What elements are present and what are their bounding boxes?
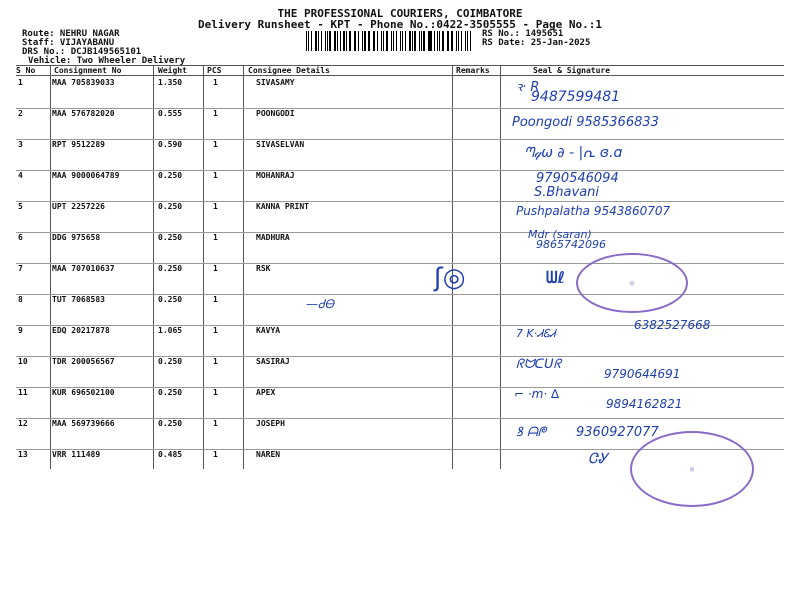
barcode-bar	[327, 31, 328, 51]
barcode-bar	[412, 31, 413, 51]
barcode-bar	[423, 31, 424, 51]
signature-pushpa: Pushpalatha 9543860707	[516, 204, 671, 218]
cell-consignment: TDR 200056567	[52, 357, 115, 366]
seal-stamp: ◎	[630, 431, 754, 507]
cell-pcs: 1	[213, 326, 218, 335]
barcode-bar	[373, 31, 374, 51]
cell-consignee: MADHURA	[256, 233, 290, 242]
row-rule	[16, 170, 784, 171]
signature-scribble: —ᏧᎾ	[306, 297, 334, 311]
rs-date: RS Date: 25-Jan-2025	[482, 38, 591, 48]
cell-sno: 2	[18, 109, 23, 118]
cell-consignment: RPT 9512289	[52, 140, 105, 149]
barcode-bar	[386, 31, 388, 51]
cell-weight: 0.250	[158, 419, 183, 428]
cell-consignment: MAA 705839033	[52, 78, 115, 87]
col-remarks-header: Remarks	[456, 66, 490, 75]
cell-pcs: 1	[213, 202, 218, 211]
barcode-bar	[442, 31, 443, 51]
signature-phone: 6382527668	[634, 318, 711, 332]
barcode-bar	[393, 31, 394, 51]
barcode-bar	[470, 31, 471, 51]
barcode-bar	[383, 31, 384, 51]
barcode-bar	[337, 31, 338, 51]
signature-scribble: ꝸ ᗩᖘ	[516, 425, 547, 440]
col-divider	[153, 65, 154, 469]
cell-sno: 11	[18, 388, 28, 397]
cell-consignee: KANNA PRINT	[256, 202, 309, 211]
cell-consignment: MAA 569739666	[52, 419, 115, 428]
barcode-bar	[368, 31, 370, 51]
barcode-bar	[318, 31, 319, 51]
signature-phone: 9894162821	[606, 397, 683, 411]
signature-phone: 9790546094	[536, 171, 619, 186]
row-rule	[16, 139, 784, 140]
cell-sno: 1	[18, 78, 23, 87]
seal-stamp: ◎	[576, 253, 688, 313]
barcode-bar	[340, 31, 341, 51]
barcode-bar	[311, 31, 312, 51]
barcode-bar	[448, 31, 449, 51]
cell-sno: 3	[18, 140, 23, 149]
barcode-bar	[458, 31, 459, 51]
barcode-bar	[465, 31, 466, 51]
signature-name: S.Bhavani	[534, 185, 600, 200]
cell-consignee: POONGODI	[256, 109, 295, 118]
barcode-bar	[447, 31, 448, 51]
signature-name: Mdr (saran)	[528, 228, 592, 241]
barcode-bar	[405, 31, 406, 51]
signature-phone: 9790644691	[604, 367, 681, 381]
cell-pcs: 1	[213, 388, 218, 397]
runsheet-table	[16, 65, 784, 473]
barcode-bar	[421, 31, 422, 51]
cell-weight: 0.250	[158, 202, 183, 211]
barcode-bar	[456, 31, 457, 51]
barcode-bar	[349, 31, 351, 51]
rs-number: RS No.: 1495651	[482, 29, 564, 39]
cell-consignment: MAA 707010637	[52, 264, 115, 273]
col-consignment-header: Consignment No	[54, 66, 122, 75]
cell-pcs: 1	[213, 419, 218, 428]
company-title: THE PROFESSIONAL COURIERS, COIMBATORE	[277, 7, 523, 20]
cell-consignee: SIVASELVAN	[256, 140, 305, 149]
barcode-bar	[364, 31, 365, 51]
barcode-bar	[308, 31, 309, 51]
cell-sno: 13	[18, 450, 28, 459]
cell-consignee: SASIRAJ	[256, 357, 290, 366]
barcode-bar	[362, 31, 363, 51]
cell-pcs: 1	[213, 450, 218, 459]
signature-scribble: ᘉ𝓆ω ∂ - |ᕆ ɞ.ɑ	[524, 145, 623, 161]
cell-weight: 0.250	[158, 388, 183, 397]
cell-consignee: KAVYA	[256, 326, 281, 335]
table-top-rule	[16, 65, 784, 66]
cell-consignment: TUT 7068583	[52, 295, 105, 304]
barcode-bar	[325, 31, 326, 51]
signature-scribble: ⌐ ·m· ∆	[514, 387, 560, 401]
cell-consignee: APEX	[256, 388, 276, 397]
col-weight-header: Weight	[158, 66, 187, 75]
cell-weight: 0.590	[158, 140, 183, 149]
col-seal-header: Seal & Signature	[533, 66, 611, 75]
vehicle-label: Vehicle: Two Wheeler Delivery	[28, 56, 186, 66]
barcode-bar	[329, 31, 330, 51]
cell-consignment: EDQ 20217878	[52, 326, 110, 335]
row-rule	[16, 356, 784, 357]
cell-consignment: MAA 9000064789	[52, 171, 120, 180]
cell-consignee: NAREN	[256, 450, 281, 459]
cell-weight: 0.485	[158, 450, 183, 459]
barcode-bar	[358, 31, 359, 51]
cell-weight: 0.250	[158, 233, 183, 242]
staff-label: Staff: VIJAYABANU	[22, 38, 115, 48]
cell-sno: 8	[18, 295, 23, 304]
col-divider	[500, 65, 501, 469]
cell-weight: 0.250	[158, 171, 183, 180]
cell-consignment: DDG 975658	[52, 233, 101, 242]
signature-phone: 9360927077	[576, 425, 659, 440]
cell-pcs: 1	[213, 233, 218, 242]
col-divider	[243, 65, 244, 469]
barcode-bar	[346, 31, 347, 51]
barcode-bar	[355, 31, 356, 51]
cell-consignee: MOHANRAJ	[256, 171, 295, 180]
signature-scribble: ᗯℓ	[546, 268, 566, 287]
barcode-bar	[306, 31, 307, 51]
col-divider	[50, 65, 51, 469]
col-divider	[203, 65, 204, 469]
cell-weight: 0.250	[158, 357, 183, 366]
signature-mark: ꝛ· R	[516, 80, 540, 95]
col-sno-header: S No	[16, 66, 36, 75]
cell-consignee: SIVASAMY	[256, 78, 295, 87]
drs-label: DRS No.: DCJB149565101	[22, 47, 142, 57]
cell-pcs: 1	[213, 140, 218, 149]
signature-scribble: ᖇᗢᑕᑌᖇ	[516, 357, 562, 372]
barcode-bar	[414, 31, 415, 51]
barcode-bar	[419, 31, 420, 51]
cell-consignee: JOSEPH	[256, 419, 285, 428]
cell-pcs: 1	[213, 109, 218, 118]
cell-sno: 5	[18, 202, 23, 211]
cell-sno: 9	[18, 326, 23, 335]
cell-weight: 1.065	[158, 326, 183, 335]
cell-sno: 7	[18, 264, 23, 273]
cell-consignment: MAA 576782020	[52, 109, 115, 118]
barcode-bar	[451, 31, 453, 51]
cell-sno: 4	[18, 171, 23, 180]
cell-consignment: KUR 696502100	[52, 388, 115, 397]
barcode-bar	[437, 31, 438, 51]
col-consignee-header: Consignee Details	[248, 66, 330, 75]
barcode-bar	[334, 31, 336, 51]
barcode-bar	[391, 31, 392, 51]
row-rule	[16, 232, 784, 233]
col-pcs-header: PCS	[207, 66, 222, 75]
cell-pcs: 1	[213, 78, 218, 87]
barcode-bar	[315, 31, 317, 51]
row-rule	[16, 387, 784, 388]
barcode-bar	[400, 31, 401, 51]
table-header-rule	[16, 75, 784, 76]
barcode-bar	[429, 31, 431, 51]
row-rule	[16, 418, 784, 419]
cell-weight: 0.250	[158, 295, 183, 304]
barcode	[306, 31, 474, 51]
barcode-bar	[467, 31, 468, 51]
runsheet-title: Delivery Runsheet - KPT - Phone No.:0422-3505555 - Page No.:1	[198, 18, 602, 31]
signature-scribble: 7 K·ᏗᏋᏗ	[516, 327, 556, 340]
barcode-bar	[354, 31, 355, 51]
cell-weight: 1.350	[158, 78, 183, 87]
barcode-bar	[428, 31, 429, 51]
barcode-bar	[434, 31, 435, 51]
cell-pcs: 1	[213, 171, 218, 180]
cell-consignment: VRR 111489	[52, 450, 101, 459]
barcode-bar	[374, 31, 375, 51]
barcode-bar	[402, 31, 403, 51]
barcode-bar	[396, 31, 397, 51]
barcode-bar	[343, 31, 344, 51]
signature-phone: 9865742096	[536, 238, 606, 251]
barcode-bar	[377, 31, 378, 51]
cell-sno: 10	[18, 357, 28, 366]
cell-weight: 0.250	[158, 264, 183, 273]
cell-sno: 12	[18, 419, 28, 428]
cell-sno: 6	[18, 233, 23, 242]
cell-weight: 0.555	[158, 109, 183, 118]
cell-consignee: RSK	[256, 264, 271, 273]
barcode-bar	[321, 31, 322, 51]
signature-scribble: ᏣᎽ	[588, 451, 608, 467]
signature-scribble: ʃ◎	[434, 263, 466, 293]
cell-pcs: 1	[213, 295, 218, 304]
cell-consignment: UPT 2257226	[52, 202, 105, 211]
row-rule	[16, 201, 784, 202]
barcode-bar	[439, 31, 440, 51]
signature-poongodi: Poongodi 9585366833	[512, 115, 659, 130]
barcode-bar	[461, 31, 462, 51]
barcode-bar	[381, 31, 382, 51]
cell-pcs: 1	[213, 357, 218, 366]
row-rule	[16, 108, 784, 109]
signature-phone: 9487599481	[531, 89, 621, 105]
barcode-bar	[409, 31, 411, 51]
cell-pcs: 1	[213, 264, 218, 273]
route-label: Route: NEHRU NAGAR	[22, 29, 120, 39]
